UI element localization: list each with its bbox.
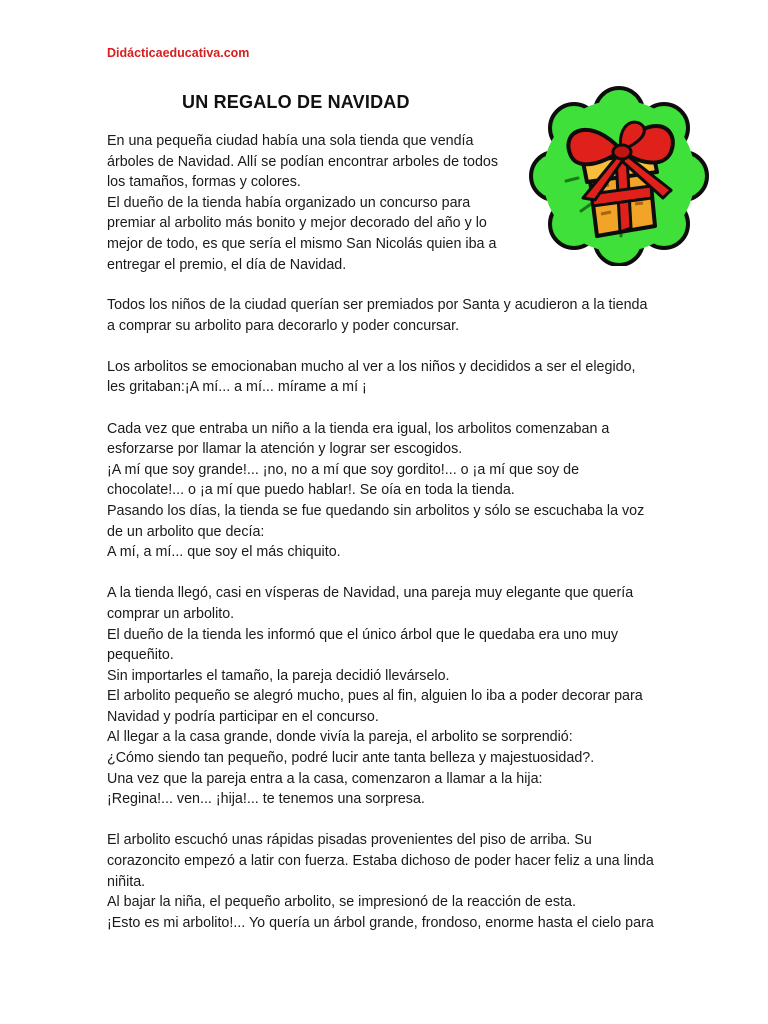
text-line: Todos los niños de la ciudad querían ser premiados por Santa y acudieron a la tienda	[107, 297, 648, 313]
text-line: A mí, a mí... que soy el más chiquito.	[107, 544, 341, 561]
paragraph-break	[107, 563, 667, 584]
text-line: El dueño de la tienda les informó que el único árbol que le quedaba era uno muy	[107, 626, 619, 643]
site-link[interactable]: Didácticaeducativa.com	[107, 46, 250, 60]
text-line: a comprar su arbolito para decorarlo y poder concursar.	[107, 317, 460, 334]
text-line: El dueño de la tienda había organizado un concurso para	[107, 194, 471, 211]
text-line: de un arbolito que decía:	[107, 523, 265, 540]
text-line: árboles de Navidad. Allí se podían encontrar arboles de todos	[107, 153, 499, 170]
text-line: mejor de todo, es que sería el mismo San Nicolás quien iba a	[107, 235, 497, 252]
text-line: esforzarse por llamar la atención y lograr ser escogidos.	[107, 441, 463, 458]
text-line: pequeñito.	[107, 647, 174, 664]
text-line: El arbolito pequeño se alegró mucho, pues al fin, alguien lo iba a poder decorar para	[107, 688, 643, 705]
text-line: Al llegar a la casa grande, donde vivía la pareja, el arbolito se sorprendió:	[107, 729, 573, 746]
text-line: Sin importarles el tamaño, la pareja decidió llevárselo.	[107, 667, 450, 684]
christmas-gift-icon	[521, 86, 717, 266]
text-line: premiar al arbolito más bonito y mejor decorado del año y lo	[107, 215, 487, 232]
text-line: les gritaban:¡A mí... a mí... mírame a mí ¡	[107, 379, 367, 396]
text-line: chocolate!... o ¡a mí que puedo hablar!. Se oía en toda la tienda.	[107, 482, 515, 499]
paragraph-break	[107, 810, 667, 831]
gift-illustration	[521, 86, 717, 266]
text-line: Una vez que la pareja entra a la casa, comenzaron a llamar a la hija:	[107, 770, 543, 787]
paragraph-break	[107, 398, 667, 419]
text-line: comprar un arbolito.	[107, 605, 235, 622]
text-line: Al bajar la niña, el pequeño arbolito, se impresionó de la reacción de esta.	[107, 894, 576, 911]
text-line: Cada vez que entraba un niño a la tienda era igual, los arbolitos comenzaban a	[107, 420, 610, 437]
text-line: ¡A mí que soy grande!... ¡no, no a mí que soy gordito!... o ¡a mí que soy de	[107, 461, 580, 478]
text-line: ¡Esto es mi arbolito!... Yo quería un árbol grande, frondoso, enorme hasta el cielo para	[107, 914, 654, 931]
text-line: corazoncito empezó a latir con fuerza. Estaba dichoso de poder hacer feliz a una linda	[107, 853, 654, 870]
text-line: A la tienda llegó, casi en vísperas de Navidad, una pareja muy elegante que quería	[107, 585, 634, 602]
text-line: los tamaños, formas y colores.	[107, 174, 301, 191]
intro-paragraph	[107, 131, 517, 275]
text-line: Pasando los días, la tienda se fue quedando sin arbolitos y sólo se escuchaba la voz	[107, 502, 645, 519]
text-line: entregar el premio, el día de Navidad.	[107, 256, 347, 273]
text-line: En una pequeña ciudad había una sola tienda que vendía	[107, 133, 474, 149]
text-line: niñita.	[107, 873, 146, 890]
text-line: El arbolito escuchó unas rápidas pisadas provenientes del piso de arriba. Su	[107, 832, 592, 849]
paragraph-break	[107, 336, 667, 357]
text-line: ¿Cómo siendo tan pequeño, podré lucir ante tanta belleza y majestuosidad?.	[107, 750, 595, 767]
document-title: UN REGALO DE NAVIDAD	[182, 92, 410, 112]
text-line: ¡Regina!... ven... ¡hija!... te tenemos una sorpresa.	[107, 791, 425, 808]
story-body	[107, 295, 667, 933]
text-line: Los arbolitos se emocionaban mucho al ver a los niños y decididos a ser el elegido,	[107, 358, 636, 375]
text-line: Navidad y podría participar en el concurso.	[107, 708, 379, 725]
